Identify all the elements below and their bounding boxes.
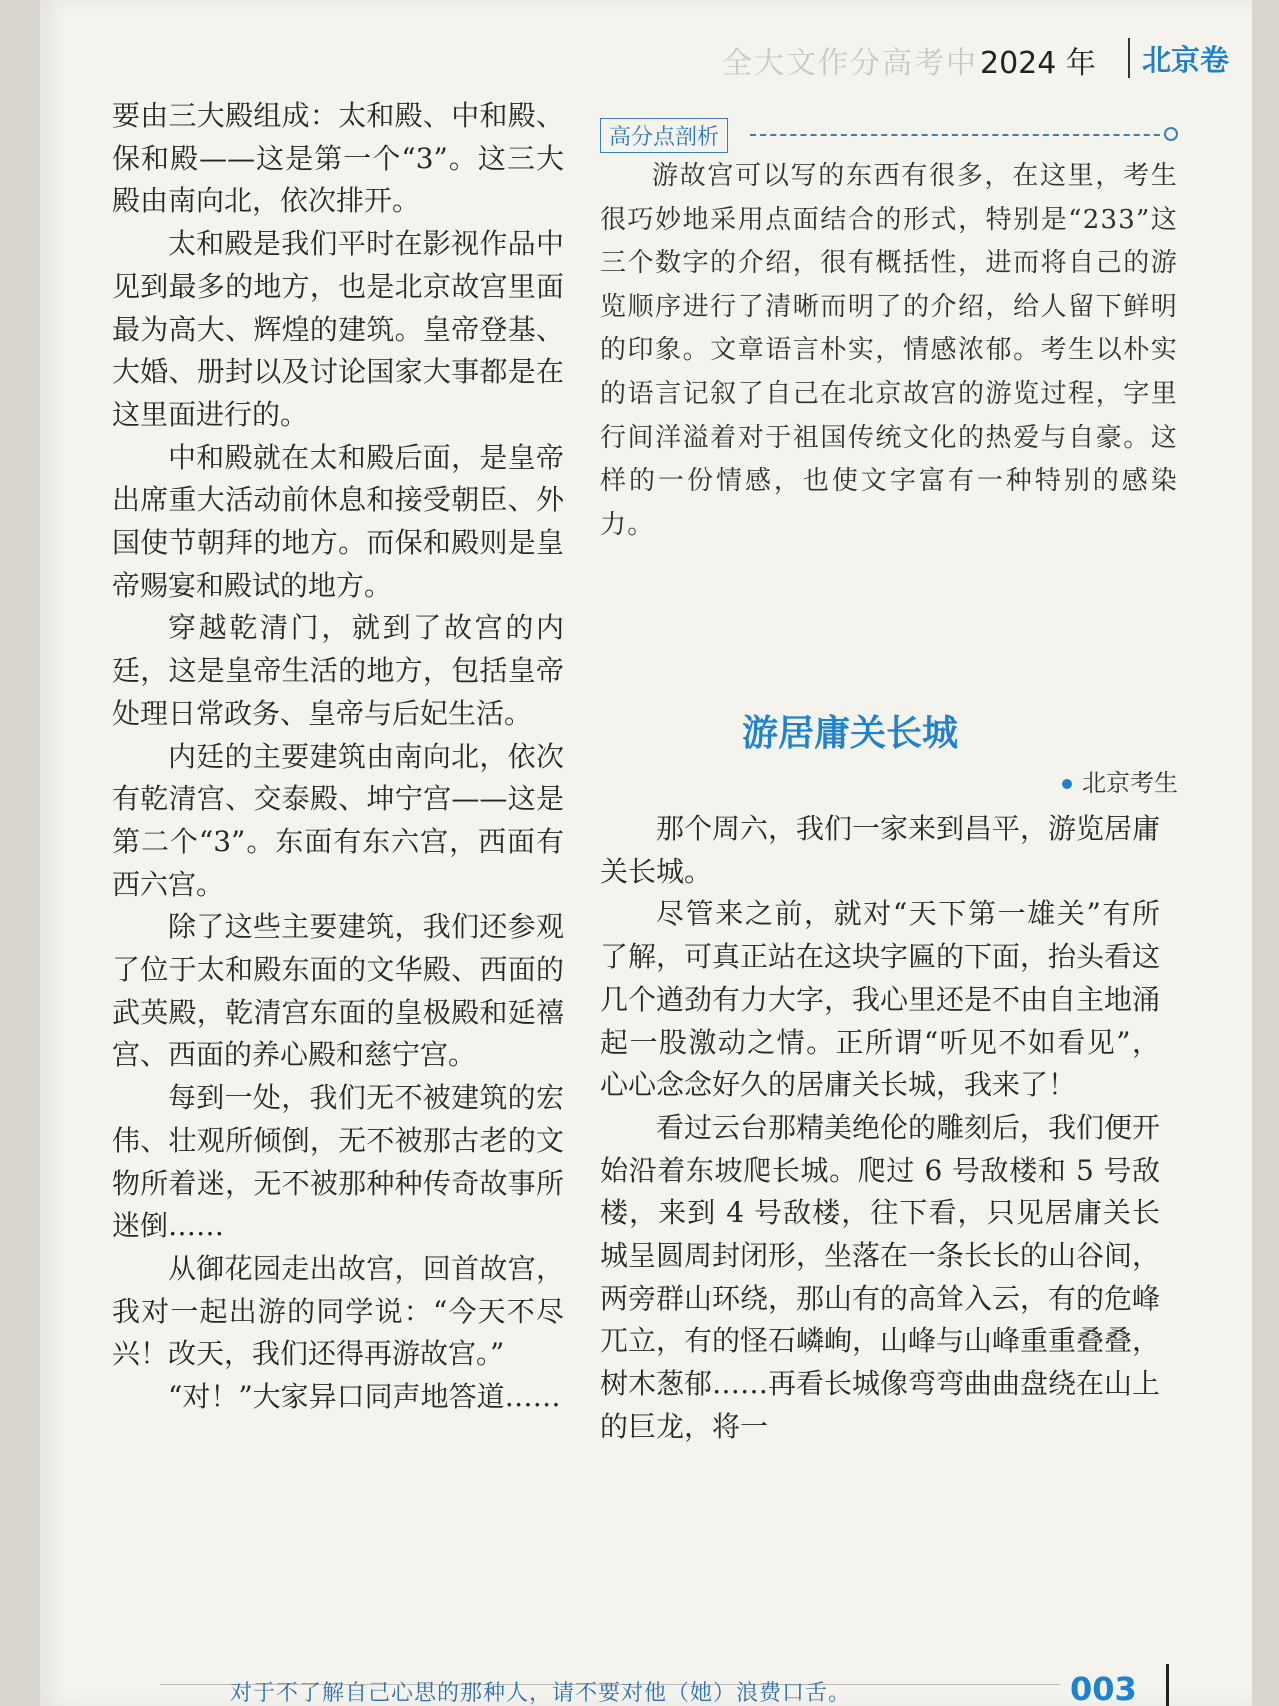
paragraph: “对！”大家异口同声地答道……	[168, 1380, 561, 1414]
essay-title: 游居庸关长城	[741, 713, 958, 754]
paragraph: 要由三大殿组成：太和殿、中和殿、保和殿——这是第一个“3”。这三大殿由南向北，依次排开。	[112, 99, 564, 218]
paragraph: 太和殿是我们平时在影视作品中见到最多的地方，也是北京故宫里面最为高大、辉煌的建筑。皇帝登基、大婚、册封以及讨论国家大事都是在这里面进行的。	[112, 227, 564, 431]
paragraph: 穿越乾清门，就到了故宫的内廷，这是皇帝生活的地方，包括皇帝处理日常政务、皇帝与后妃生活。	[112, 611, 564, 730]
analysis-header	[600, 118, 1178, 153]
paragraph: 中和殿就在太和殿后面，是皇帝出席重大活动前休息和接受朝臣、外国使节朝拜的地方。而保和殿则是皇帝赐宴和殿试的地方。	[112, 440, 564, 602]
page-number: 003	[1070, 1670, 1137, 1706]
analysis-text	[600, 155, 1178, 547]
paragraph: 看过云台那精美绝伦的雕刻后，我们便开始沿着东坡爬长城。爬过 6 号敌楼和 5 号敌楼，来到 4 号敌楼，往下看，只见居庸关长城呈圆周封闭形，坐落在一条长长的山谷间，两旁群山环绕，那山有的高耸入云，有的危峰兀立，有的怪石嶙峋，山峰与山峰重重叠叠，树木葱郁……再看长城像弯弯曲曲盘绕在山上的巨龙，将一	[600, 1110, 1161, 1443]
paragraph: 从御花园走出故宫，回首故宫，我对一起出游的同学说：“今天不尽兴！改天，我们还得再游故宫。”	[112, 1251, 564, 1371]
left-column	[112, 95, 564, 1419]
author-name: 北京考生	[1082, 769, 1178, 797]
page-header	[680, 30, 1252, 86]
paragraph: 内廷的主要建筑由南向北，依次有乾清宫、交泰殿、坤宁宫——这是第二个“3”。东面有东六宫，西面有西六宫。	[112, 739, 564, 901]
analysis-paragraph: 游故宫可以写的东西有很多，在这里，考生很巧妙地采用点面结合的形式，特别是“233”这三个数字的介绍，很有概括性，进而将自己的游览顺序进行了清晰而明了的介绍，给人留下鲜明的印象。文章语言朴实，情感浓郁。考生以朴实的语言记叙了自己在北京故宫的游览过程，字里行间洋溢着对于祖国传统文化的热爱与自豪。这样的一份情感，也使文字富有一种特别的感染力。	[600, 161, 1178, 540]
bullet-dot-icon	[1062, 779, 1072, 789]
header-divider	[1128, 38, 1130, 78]
right-column	[600, 808, 1160, 1449]
paragraph: 尽管来之前，就对“天下第一雄关”有所了解，可真正站在这块字匾的下面，抬头看这几个遒劲有力大字，我心里还是不由自主地涌起一股激动之情。正所谓“听见不如看见”，心心念念好久的居庸关长城，我来了！	[600, 897, 1161, 1102]
header-volume: 北京卷	[1142, 43, 1230, 77]
analysis-label: 高分点剖析	[600, 118, 728, 153]
essay-author	[600, 763, 1178, 798]
divider-end-dot	[1164, 127, 1178, 141]
paragraph: 除了这些主要建筑，我们还参观了位于太和殿东面的文华殿、西面的武英殿，乾清宫东面的皇极殿和延禧宫、西面的养心殿和慈宁宫。	[112, 910, 564, 1072]
page-number-bar	[1166, 1664, 1169, 1706]
book-page	[40, 0, 1252, 1706]
header-year: 2024 年	[980, 46, 1096, 81]
dashed-divider	[750, 134, 1170, 136]
paragraph: 那个周六，我们一家来到昌平，游览居庸关长城。	[600, 812, 1161, 888]
paragraph: 每到一处，我们无不被建筑的宏伟、壮观所倾倒，无不被那古老的文物所着迷，无不被那种种传奇故事所迷倒……	[112, 1081, 564, 1243]
footer-quote: 对于不了解自己心思的那种人，请不要对他（她）浪费口舌。	[230, 1681, 852, 1706]
header-faint-title: 全大文作分高考中	[722, 46, 978, 81]
